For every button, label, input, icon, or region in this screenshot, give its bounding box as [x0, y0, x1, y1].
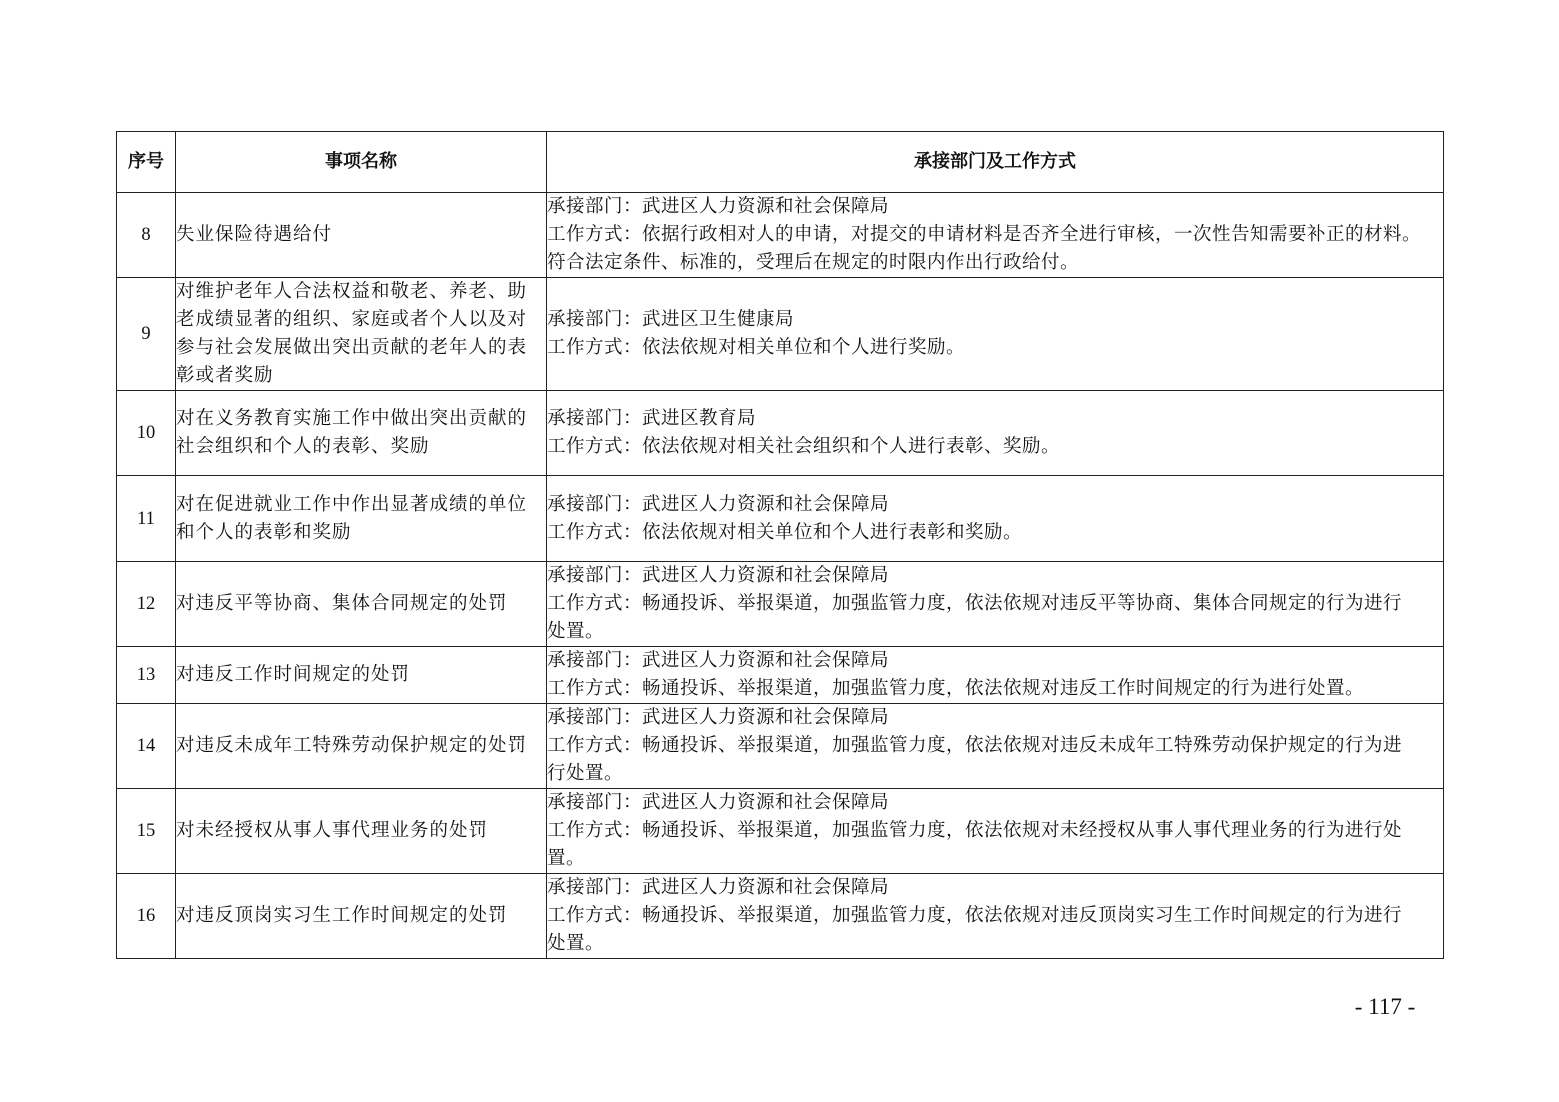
method-line: 工作方式：畅通投诉、举报渠道，加强监管力度，依法依规对违反未成年工特殊劳动保护规定的行为进 — [547, 735, 1403, 756]
dept-and-method — [547, 193, 1444, 278]
method-line: 工作方式：畅通投诉、举报渠道，加强监管力度，依法依规对违反工作时间规定的行为进行处置。 — [547, 678, 1365, 699]
method-line: 工作方式：畅通投诉、举报渠道，加强监管力度，依法依规对违反顶岗实习生工作时间规定的行为进行 — [547, 905, 1403, 926]
header-dept-method: 承接部门及工作方式 — [547, 132, 1444, 193]
row-index: 11 — [117, 476, 176, 562]
table-row — [117, 874, 1444, 959]
item-name — [176, 874, 547, 959]
table-row — [117, 193, 1444, 278]
row-index: 14 — [117, 704, 176, 789]
dept-line: 承接部门：武进区人力资源和社会保障局 — [547, 650, 890, 671]
dept-and-method — [547, 476, 1444, 562]
item-name-line: 社会组织和个人的表彰、奖励 — [176, 436, 430, 457]
item-name — [176, 193, 547, 278]
method-line: 工作方式：畅通投诉、举报渠道，加强监管力度，依法依规对未经授权从事人事代理业务的行为进行处 — [547, 820, 1403, 841]
table-row — [117, 476, 1444, 562]
header-item-name: 事项名称 — [176, 132, 547, 193]
item-name — [176, 562, 547, 647]
item-name — [176, 647, 547, 704]
item-name-line: 老成绩显著的组织、家庭或者个人以及对 — [176, 309, 528, 330]
dept-line: 承接部门：武进区人力资源和社会保障局 — [547, 493, 890, 515]
dept-line: 承接部门：武进区人力资源和社会保障局 — [547, 196, 890, 217]
item-name-line: 和个人的表彰和奖励 — [176, 521, 352, 543]
item-name-line: 失业保险待遇给付 — [176, 224, 333, 245]
dept-and-method — [547, 562, 1444, 647]
row-index: 9 — [117, 278, 176, 391]
row-index: 15 — [117, 789, 176, 874]
table-row — [117, 562, 1444, 647]
method-line: 工作方式：畅通投诉、举报渠道，加强监管力度，依法依规对违反平等协商、集体合同规定的行为进行 — [547, 593, 1403, 614]
item-name-line: 对在促进就业工作中作出显著成绩的单位 — [176, 493, 528, 515]
item-name — [176, 704, 547, 789]
method-line: 行处置。 — [547, 763, 624, 784]
item-name — [176, 391, 547, 476]
item-name-line: 对维护老年人合法权益和敬老、养老、助 — [176, 281, 528, 302]
dept-line: 承接部门：武进区人力资源和社会保障局 — [547, 565, 890, 586]
dept-and-method — [547, 391, 1444, 476]
item-name-line: 参与社会发展做出突出贡献的老年人的表 — [176, 337, 528, 358]
table-row — [117, 278, 1444, 391]
dept-and-method — [547, 704, 1444, 789]
row-index: 8 — [117, 193, 176, 278]
row-index: 13 — [117, 647, 176, 704]
method-line: 处置。 — [547, 933, 605, 954]
item-name-line: 对在义务教育实施工作中做出突出贡献的 — [176, 408, 528, 429]
method-line: 工作方式：依法依规对相关社会组织和个人进行表彰、奖励。 — [547, 436, 1061, 457]
item-name-line: 对违反工作时间规定的处罚 — [176, 664, 411, 685]
item-name-line: 对违反平等协商、集体合同规定的处罚 — [176, 593, 508, 614]
items-table — [116, 131, 1444, 959]
item-name-line: 对违反未成年工特殊劳动保护规定的处罚 — [176, 735, 528, 756]
dept-line: 承接部门：武进区人力资源和社会保障局 — [547, 707, 890, 728]
dept-line: 承接部门：武进区卫生健康局 — [547, 309, 795, 330]
dept-line: 承接部门：武进区教育局 — [547, 408, 757, 429]
method-line: 工作方式：依法依规对相关单位和个人进行表彰和奖励。 — [547, 521, 1023, 543]
item-name-line: 对未经授权从事人事代理业务的处罚 — [176, 820, 489, 841]
row-index: 12 — [117, 562, 176, 647]
header-index: 序号 — [117, 132, 176, 193]
item-name — [176, 278, 547, 391]
method-line: 工作方式：依据行政相对人的申请，对提交的申请材料是否齐全进行审核，一次性告知需要补正的材料。 — [547, 224, 1422, 245]
item-name — [176, 789, 547, 874]
row-index: 10 — [117, 391, 176, 476]
dept-and-method — [547, 278, 1444, 391]
table-header-row — [117, 132, 1444, 193]
dept-and-method — [547, 789, 1444, 874]
method-line: 置。 — [547, 848, 586, 869]
table-row — [117, 647, 1444, 704]
item-name-line: 对违反顶岗实习生工作时间规定的处罚 — [176, 905, 508, 926]
dept-and-method — [547, 874, 1444, 959]
dept-and-method — [547, 647, 1444, 704]
row-index: 16 — [117, 874, 176, 959]
method-line: 处置。 — [547, 621, 605, 642]
item-name-line: 彰或者奖励 — [176, 365, 274, 386]
table-row — [117, 789, 1444, 874]
method-line: 符合法定条件、标准的，受理后在规定的时限内作出行政给付。 — [547, 252, 1080, 273]
dept-line: 承接部门：武进区人力资源和社会保障局 — [547, 792, 890, 813]
table-row — [117, 704, 1444, 789]
method-line: 工作方式：依法依规对相关单位和个人进行奖励。 — [547, 337, 966, 358]
page-number: - 117 - — [1354, 994, 1416, 1019]
dept-line: 承接部门：武进区人力资源和社会保障局 — [547, 877, 890, 898]
item-name — [176, 476, 547, 562]
table-row — [117, 391, 1444, 476]
